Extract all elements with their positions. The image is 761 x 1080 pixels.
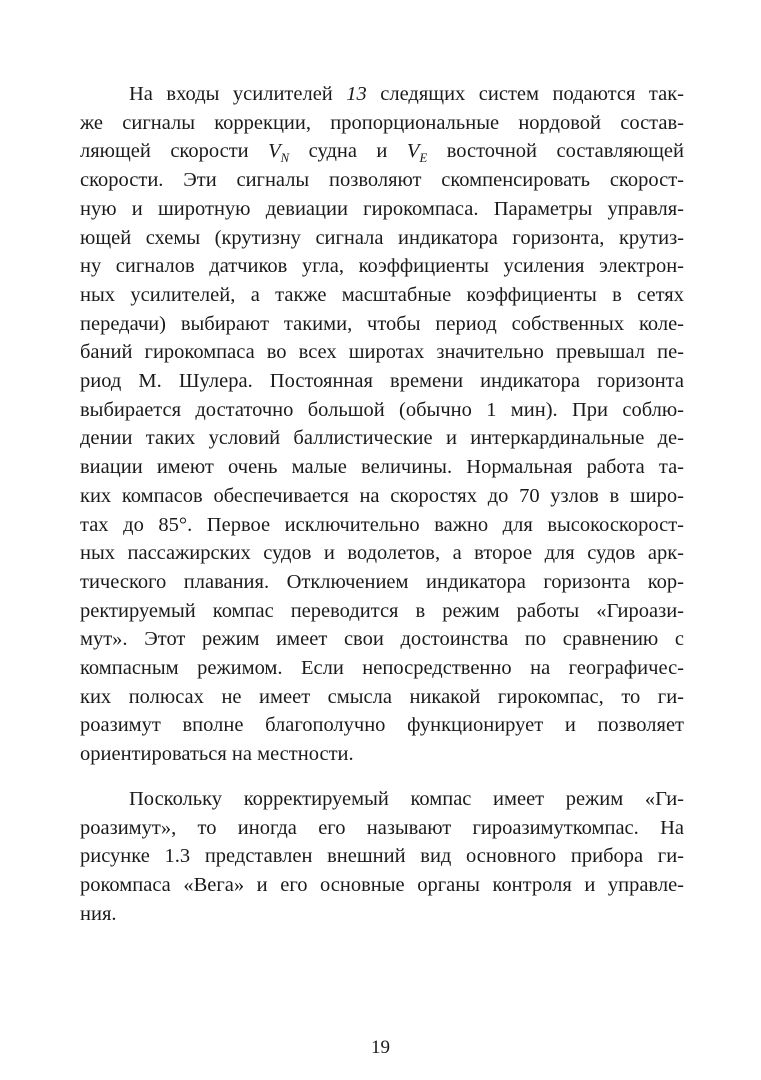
text-line: ких компасов обеспечивается на скоростях до 70 узлов в широ-	[80, 484, 684, 507]
text-line: мут». Этот режим имеет свои достоинства по сравнению с	[80, 628, 684, 651]
text-line: роазимут вполне благополучно функционирует и позволяет	[80, 714, 684, 737]
text-line: роазимут», то иногда его называют гироазимуткомпас. На	[80, 816, 684, 839]
text-line: скорости. Эти сигналы позволяют скомпенсировать скорост-	[80, 169, 684, 192]
text-line: На входы усилителей 13 следящих систем подаются так-	[129, 83, 684, 105]
text-line: тах до 85°. Первое исключительно важно для высокоскорост-	[80, 513, 684, 536]
text-line: ляющей скорости $V_N$ судна и $V_E$ восточной составляющей	[80, 140, 684, 166]
text-line: ную и широтную девиации гирокомпаса. Параметры управля-	[80, 197, 684, 220]
text-line: ных усилителей, а также масштабные коэффициенты в сетях	[80, 283, 684, 306]
text-line: компасным режимом. Если непосредственно на географичес-	[80, 657, 684, 679]
text-line: тического плавания. Отключением индикатора горизонта кор-	[80, 570, 684, 593]
text-line: ориентироваться на местности.	[80, 743, 354, 766]
text-line: рокомпаса «Вега» и его основные органы контроля и управле-	[80, 874, 684, 897]
text-line: дении таких условий баллистические и интеркардинальные де-	[80, 427, 684, 450]
text-line: баний гирокомпаса во всех широтах значительно превышал пе-	[80, 341, 684, 364]
text-line: же сигналы коррекции, пропорциональные нордовой состав-	[80, 111, 684, 134]
text-line: виации имеют очень малые величины. Нормальная работа та-	[80, 456, 684, 479]
text-line: ния.	[80, 902, 117, 925]
text-line: Поскольку корректируемый компас имеет режим «Ги-	[129, 788, 684, 810]
text-line: рисунке 1.3 представлен внешний вид основного прибора ги-	[80, 845, 684, 868]
text-line: ных пассажирских судов и водолетов, а второе для судов арк-	[80, 542, 684, 565]
text-line: ректируемый компас переводится в режим работы «Гироази-	[80, 599, 684, 622]
text-line: ну сигналов датчиков угла, коэффициенты усиления электрон-	[80, 255, 684, 278]
text-line: ких полюсах не имеет смысла никакой гирокомпас, то ги-	[80, 685, 684, 708]
text-line: передачи) выбирают такими, чтобы период собственных коле-	[80, 312, 684, 335]
text-line: риод М. Шулера. Постоянная времени индикатора горизонта	[80, 370, 684, 392]
text-line: выбирается достаточно большой (обычно 1 мин). При соблю-	[80, 398, 684, 421]
text-line: ющей схемы (крутизну сигнала индикатора горизонта, крутиз-	[80, 226, 684, 249]
page-number: 19	[371, 1037, 390, 1058]
